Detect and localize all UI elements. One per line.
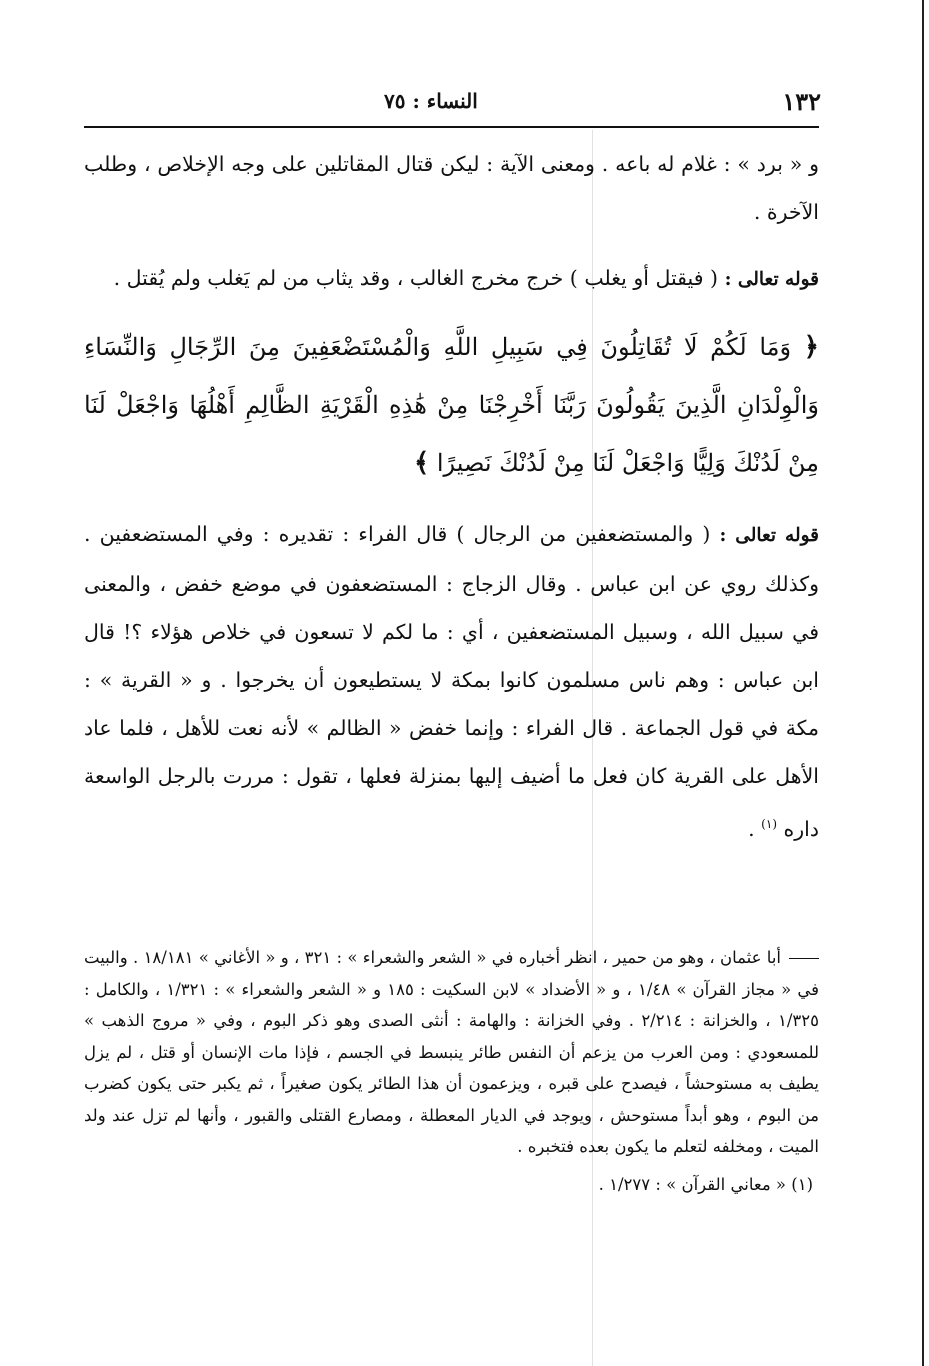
paragraph-lead: قوله تعالى :	[724, 269, 819, 290]
footnote-1-text: (١) « معاني القرآن » : ١/٢٧٧ .	[598, 1174, 813, 1194]
commentary-body: ( والمستضعفين من الرجال ) قال الفراء : تقديره : وفي المستضعفين . وكذلك روي عن ابن عباس . وقال الزجاج : المستضعفون في موضع خفض ، والمعنى في سبيل الله ، وسبيل المستضعفين ، أي : ما لكم لا تسعون في خلاص هؤلاء ؟! قال ابن عباس : وهم ناس مسلمون كانوا بمكة لا يستطيعون أن يخرجوا . و « القرية » : مكة في قول الجماعة . قال الفراء : وإنما خفض « الظالم » لأنه نعت للأهل ، فلما عاد الأهل على القرية كان فعل ما أضيف إليها بمنزلة فعلها ، تقول : مررت بالرجل الواسعة داره	[84, 522, 819, 841]
running-title: النساء : ٧٥	[384, 89, 478, 113]
paragraph-body: ( فيقتل أو يغلب ) خرج مخرج الغالب ، وقد يثاب من لم يَغلب ولم يُقتل .	[113, 266, 725, 290]
page-number: ١٣٢	[782, 86, 821, 116]
paragraph-intro-text: و « برد » : غلام له باعه . ومعنى الآية : ليكن قتال المقاتلين على وجه الإخلاص ، وطلب الآخرة .	[84, 152, 819, 224]
footnote-continuation	[84, 942, 819, 1163]
footnote-dash	[789, 958, 819, 959]
main-text	[84, 140, 819, 853]
page-binding-edge	[922, 0, 924, 1366]
paragraph-qawluhu-1	[84, 254, 819, 304]
footnotes	[84, 942, 819, 1200]
commentary-end: .	[748, 816, 762, 841]
verse-text: وَمَا لَكُمْ لَا تُقَاتِلُونَ فِي سَبِيلِ اللَّهِ وَالْمُسْتَضْعَفِينَ مِنَ الرِّجَالِ وَالنِّسَاءِ وَالْوِلْدَانِ الَّذِينَ يَقُولُونَ رَبَّنَا أَخْرِجْنَا مِنْ هَٰذِهِ الْقَرْيَةِ الظَّالِمِ أَهْلُهَا وَاجْعَلْ لَنَا مِنْ لَدُنْكَ وَلِيًّا وَاجْعَلْ لَنَا مِنْ لَدُنْكَ نَصِيرًا	[84, 333, 819, 477]
verse-close-bracket: ﴾	[414, 448, 430, 478]
commentary-lead: قوله تعالى :	[719, 525, 820, 546]
footnote-1	[84, 1169, 819, 1201]
paragraph-commentary	[84, 510, 819, 853]
footnote-continuation-text: أبا عثمان ، وهو من حمير ، انظر أخباره في « الشعر والشعراء » : ٣٢١ ، و « الأغاني » ١٨/١٨١ . والبيت في « مجاز القرآن » ١/٤٨ ، و « الأضداد » لابن السكيت : ١٨٥ و « الشعر والشعراء » : ١/٣٢١ ، والكامل : ١/٣٢٥ ، والخزانة : ٢/٢١٤ . وفي الخزانة : والهامة : أنثى الصدى وهو ذكر البوم ، وفي « مروج الذهب » للمسعودي : ومن العرب من يزعم أن النفس طائر ينبسط في الجسم ، فإذا مات الإنسان أو قتل ، لم يزل يطيف به مستوحشاً ، فيصدح على قبره ، ويزعمون أن هذا الطائر يكون صغيراً ، ثم يكبر حتى يكون كضرب من البوم ، وهو أبداً مستوحش ، ويوجد في الديار المعطلة ، ومصارع القتلى والقبور ، وأنها لم تزل عند ولد الميت ، ومخلفه لتعلم ما يكون بعده فتخبره .	[84, 948, 819, 1156]
header-rule	[84, 126, 819, 128]
paragraph-intro	[84, 140, 819, 236]
quran-verse	[84, 318, 819, 492]
page-header	[84, 84, 821, 118]
verse-open-bracket: ﴿	[803, 332, 819, 362]
footnote-reference[interactable]: (١)	[761, 817, 777, 831]
